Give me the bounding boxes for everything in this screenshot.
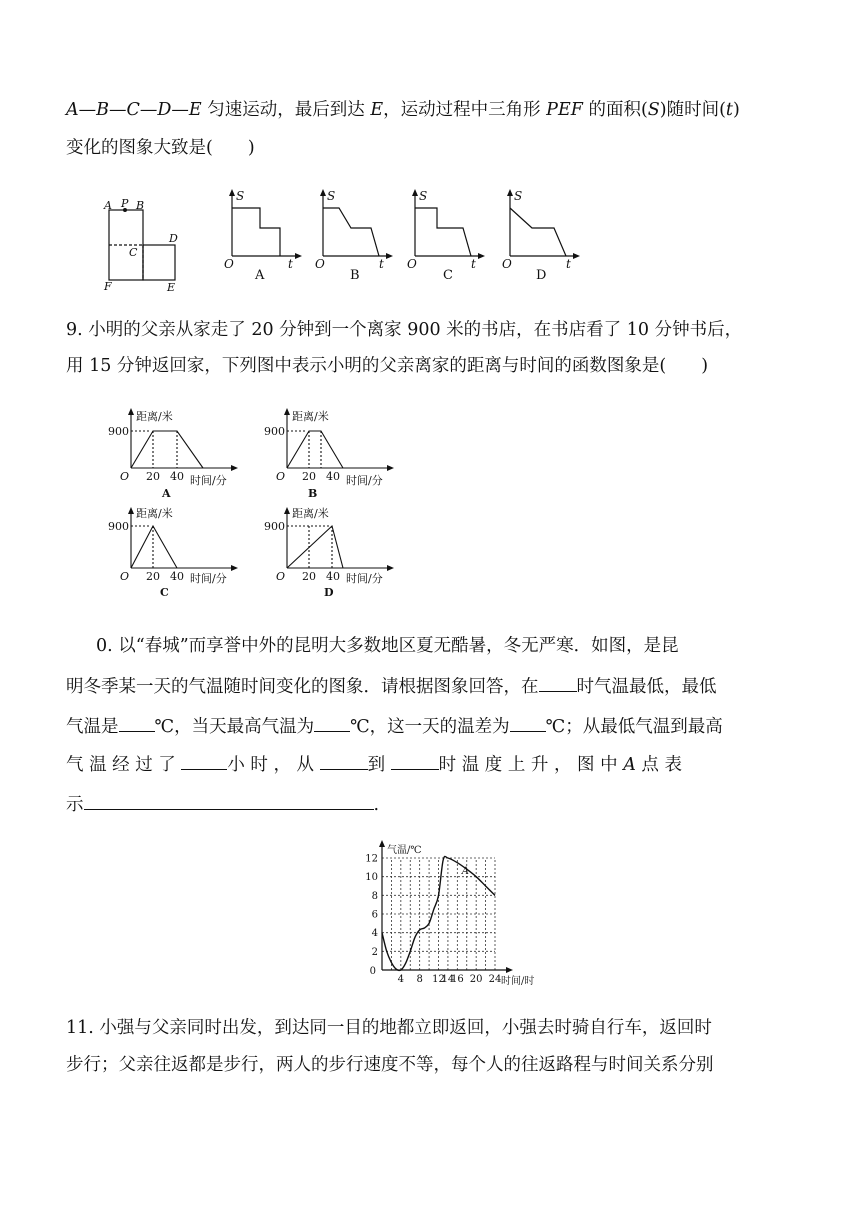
q9-graph-b: [262, 408, 402, 503]
y-axis-label: 距离/米: [292, 410, 329, 423]
y-tick-label: 2: [371, 946, 378, 958]
graph-label: C: [160, 586, 169, 599]
option-label: A: [255, 268, 265, 283]
q9-graph-d: [262, 505, 402, 600]
q10-line1: 0. 以“春城”而享誉中外的昆明大多数地区夏无酷暑，冬无严寒．如图，是昆: [96, 636, 679, 656]
label-p: P: [121, 197, 129, 210]
y-tick: 900: [264, 520, 285, 533]
x-tick-40: 40: [326, 570, 340, 583]
x-tick-label: 4: [397, 974, 405, 985]
q10-line4: 气 温 经 过 了 小 时 ， 从 到 时 温 度 上 升 ， 图 中 A 点 表: [66, 751, 682, 777]
q9-line2: 用 15 分钟返回家，下列图中表示小明的父亲离家的距离与时间的函数图象是( ): [66, 356, 709, 376]
axis-t: t: [566, 257, 571, 271]
origin: O: [120, 570, 130, 583]
x-tick-label: 12: [432, 974, 445, 985]
y-axis-label: 距离/米: [292, 507, 329, 520]
axis-t: t: [288, 257, 293, 271]
y-tick-label: 12: [365, 853, 378, 865]
label-b: B: [136, 199, 145, 212]
x-tick-label: 8: [416, 974, 423, 985]
blank-lowest-time[interactable]: [539, 673, 577, 692]
x-axis-label: 时间/分: [346, 572, 383, 585]
label-e: E: [167, 281, 176, 294]
axis-s: S: [419, 189, 428, 203]
q10-line3: 气温是 ℃，当天最高气温为 ℃，这一天的温差为 ℃；从最低气温到最高: [66, 713, 723, 739]
y-tick: 900: [264, 425, 285, 438]
q10-line2: 明冬季某一天的气温随时间变化的图象．请根据图象回答，在 时气温最低，最低: [66, 673, 717, 699]
x-tick-40: 40: [170, 470, 184, 483]
x-tick-20: 20: [302, 570, 316, 583]
x-tick-20: 20: [146, 570, 160, 583]
x-tick-label: 20: [469, 974, 483, 985]
point-a-label: A: [461, 866, 469, 878]
q8-option-b: [313, 186, 393, 286]
origin: O: [407, 257, 417, 271]
x-axis-label: 时间/分: [346, 474, 383, 487]
q8-option-d: [500, 186, 580, 286]
label-d: D: [169, 232, 178, 245]
x-tick-label: 14: [441, 974, 455, 985]
x-tick-label: 16: [450, 974, 464, 985]
x-tick-label: 24: [488, 974, 502, 985]
label-f: F: [104, 280, 112, 293]
option-label: C: [443, 268, 453, 283]
x-tick-20: 20: [146, 470, 160, 483]
axis-s: S: [236, 189, 245, 203]
temperature-chart: [366, 838, 556, 988]
y-tick: 900: [108, 425, 129, 438]
label-a: A: [104, 199, 112, 212]
x-tick-40: 40: [170, 570, 184, 583]
origin: O: [276, 470, 286, 483]
x-axis-label: 时间/分: [190, 474, 227, 487]
q9-graph-c: [106, 505, 246, 600]
axis-t: t: [471, 257, 476, 271]
y-tick-label: 8: [371, 890, 378, 902]
y-tick-label: 4: [371, 928, 378, 940]
q8-line1: A—B—C—D—E 匀速运动，最后到达 E，运动过程中三角形 PEF 的面积(S)随时间(t): [66, 100, 740, 120]
x-axis-label: 时间/分: [190, 572, 227, 585]
y-tick: 900: [108, 520, 129, 533]
option-label: D: [536, 268, 547, 283]
graph-label: B: [308, 487, 318, 500]
x-tick-20: 20: [302, 470, 316, 483]
q8-option-a: [222, 186, 302, 286]
x-tick-40: 40: [326, 470, 340, 483]
axis-s: S: [514, 189, 523, 203]
graph-label: D: [324, 586, 334, 599]
x-axis-label: 时间/时: [501, 976, 535, 987]
origin: O: [120, 470, 130, 483]
label-c: C: [129, 246, 138, 259]
y-tick-label: 10: [365, 872, 378, 884]
y-axis-label: 气温/℃: [387, 845, 422, 856]
y-axis-label: 距离/米: [136, 507, 173, 520]
axis-s: S: [327, 189, 336, 203]
q11-line1: 11. 小强与父亲同时出发，到达同一目的地都立即返回，小强去时骑自行车，返回时: [66, 1018, 712, 1038]
blank-temp-diff[interactable]: [510, 713, 546, 732]
q8-line2: 变化的图象大致是( ): [66, 138, 255, 158]
q9-graph-a: [106, 408, 246, 503]
q10-line5: 示 .: [66, 791, 379, 817]
origin: O: [276, 570, 286, 583]
origin: O: [502, 257, 512, 271]
y-axis-arrow: [379, 840, 385, 847]
origin: O: [315, 257, 325, 271]
y-axis-label: 距离/米: [136, 410, 173, 423]
blank-highest-temp[interactable]: [314, 713, 350, 732]
blank-rise-start[interactable]: [320, 751, 368, 770]
blank-hours[interactable]: [181, 751, 227, 770]
y-tick-label: 6: [371, 909, 378, 921]
graph-label: A: [162, 487, 171, 500]
q9-line1: 9. 小明的父亲从家走了 20 分钟到一个离家 900 米的书店，在书店看了 10 分钟书后，: [66, 320, 743, 340]
option-label: B: [350, 268, 360, 283]
q11-line2: 步行；父亲往返都是步行，两人的步行速度不等，每个人的往返路程与时间关系分别: [66, 1055, 714, 1075]
blank-point-a-meaning[interactable]: [84, 791, 374, 810]
q8-option-c: [405, 186, 485, 286]
x-axis-arrow: [506, 967, 513, 973]
axis-t: t: [379, 257, 384, 271]
q8-figure: [100, 196, 190, 296]
blank-lowest-temp[interactable]: [119, 713, 155, 732]
blank-rise-end[interactable]: [391, 751, 439, 770]
origin: O: [224, 257, 234, 271]
origin-label: 0: [369, 966, 376, 977]
